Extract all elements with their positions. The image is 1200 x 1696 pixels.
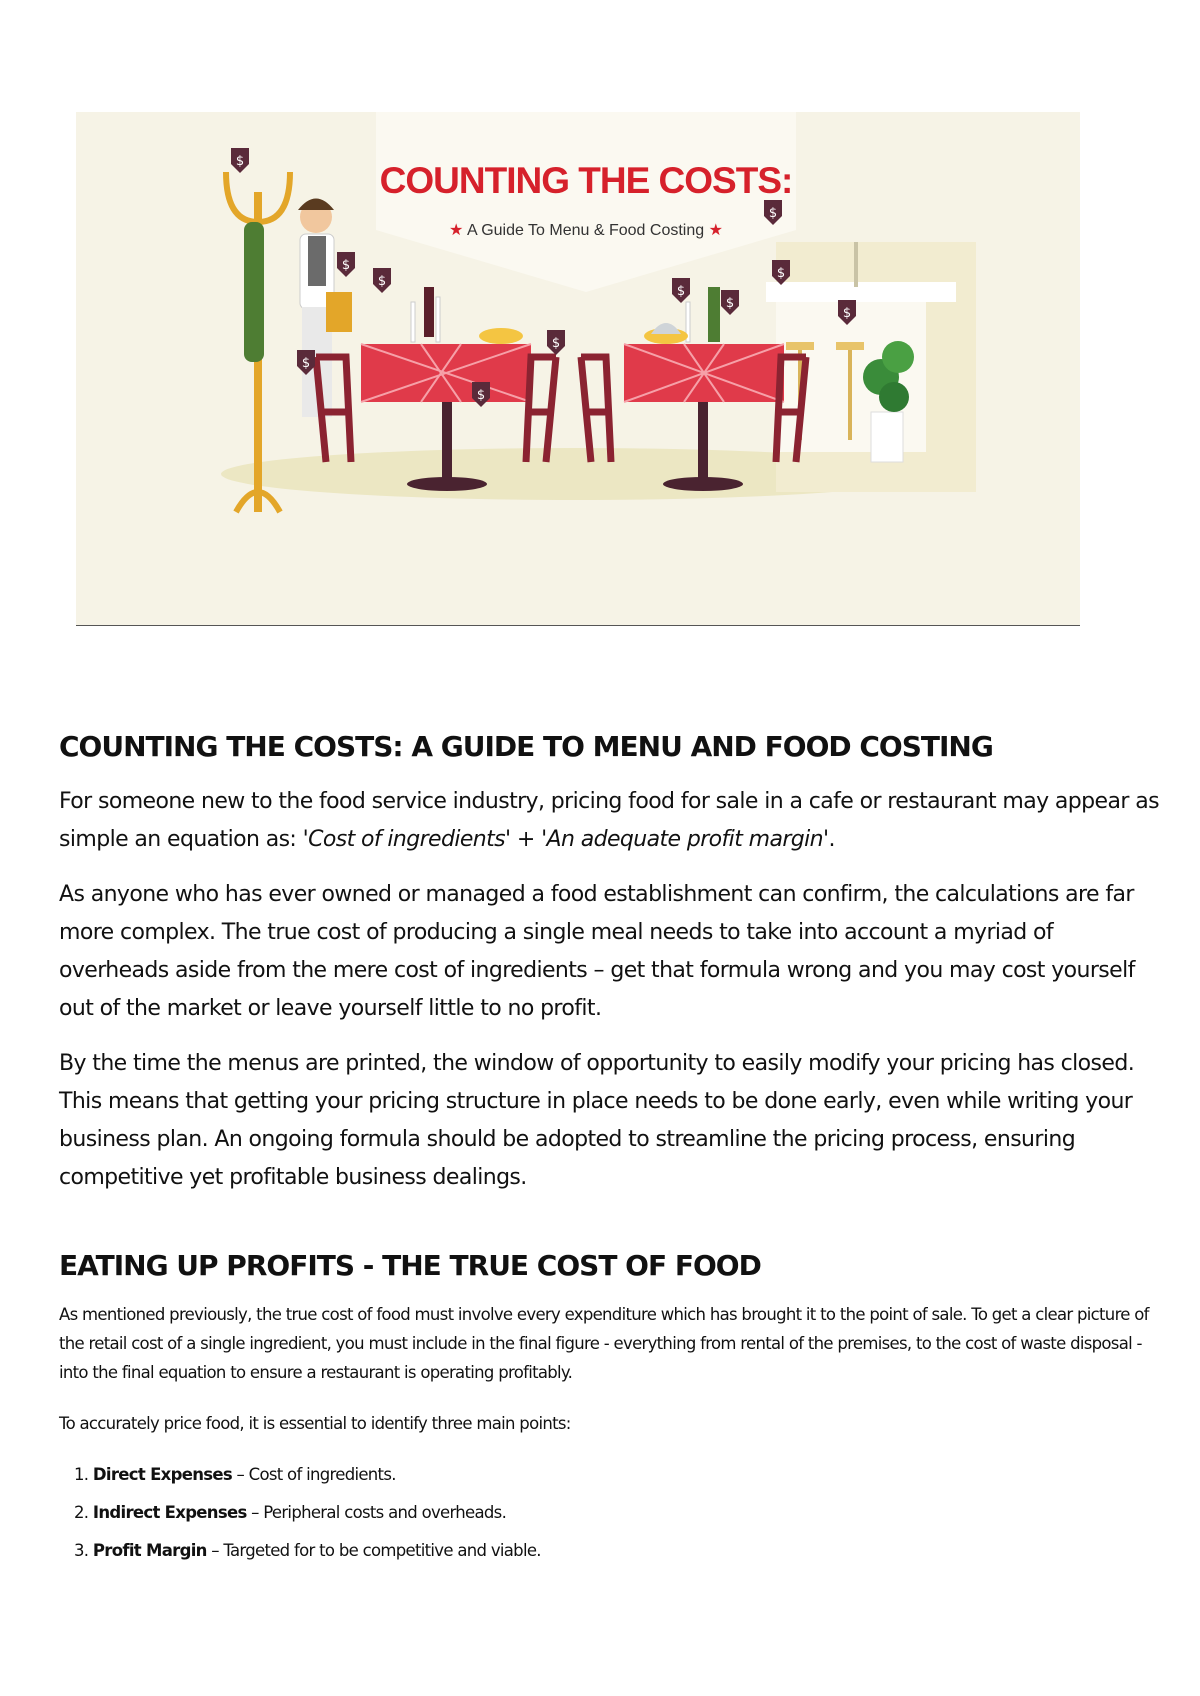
list-item xyxy=(74,1499,541,1537)
svg-text:$: $ xyxy=(551,336,561,351)
price-tag-icon xyxy=(721,290,739,315)
key-points-list xyxy=(74,1461,541,1575)
page-title: COUNTING THE COSTS: A GUIDE TO MENU AND FOOD COSTING xyxy=(59,730,993,763)
svg-text:$: $ xyxy=(377,274,387,289)
svg-text:$: $ xyxy=(776,266,786,281)
svg-text:$: $ xyxy=(768,206,778,221)
intro-plus: + xyxy=(510,827,542,852)
list-item xyxy=(74,1537,541,1575)
price-tag-icon xyxy=(472,382,490,407)
body-paragraph: As anyone who has ever owned or managed a food establishment can confirm, the calculations are far more complex. The true cost of producing a single meal needs to take into account a myriad of overheads aside from the mere cost of ingredients – get that formula wrong and you may cost yourself out of the market or leave yourself little to no profit. xyxy=(59,882,1135,1021)
price-tag-icon xyxy=(672,278,690,303)
intro-period: . xyxy=(828,827,835,852)
banner-subtitle-text: A Guide To Menu & Food Costing xyxy=(466,222,705,239)
price-tag-icon xyxy=(373,268,391,293)
list-description: – Targeted for to be competitive and viable. xyxy=(206,1541,541,1560)
price-tag-icon xyxy=(547,330,565,355)
svg-text:$: $ xyxy=(476,388,486,403)
list-number: 3. xyxy=(74,1541,89,1560)
body-paragraph: By the time the menus are printed, the window of opportunity to easily modify your pricing has closed. This means that getting your pricing structure in place needs to be done early, even while writing your business plan. An ongoing formula should be adopted to streamline the pricing process, ensuring competitive yet profitable business dealings. xyxy=(59,1051,1135,1190)
list-number: 1. xyxy=(74,1465,89,1484)
list-item xyxy=(74,1461,541,1499)
hero-banner xyxy=(76,112,1080,626)
divider xyxy=(76,625,1080,626)
list-term: Indirect Expenses xyxy=(92,1503,247,1522)
intro-paragraph xyxy=(59,783,1159,859)
svg-text:$: $ xyxy=(235,154,245,169)
list-term: Direct Expenses xyxy=(92,1465,232,1484)
body-paragraph: To accurately price food, it is essential to identify three main points: xyxy=(59,1414,571,1433)
svg-text:$: $ xyxy=(301,356,311,371)
banner-subtitle xyxy=(376,220,796,240)
list-description: – Peripheral costs and overheads. xyxy=(246,1503,507,1522)
svg-text:$: $ xyxy=(341,258,351,273)
list-number: 2. xyxy=(74,1503,89,1522)
intro-emphasis-margin: 'An adequate profit margin' xyxy=(541,827,829,852)
list-description: – Cost of ingredients. xyxy=(231,1465,396,1484)
list-term: Profit Margin xyxy=(92,1541,207,1560)
svg-text:$: $ xyxy=(676,284,686,299)
svg-text:$: $ xyxy=(725,296,735,311)
price-tag-icon xyxy=(231,148,249,173)
intro-text: For someone new to the food service industry, pricing food for sale in a cafe or restaurant may appear as simple an equation as: xyxy=(59,789,1159,852)
svg-text:$: $ xyxy=(842,306,852,321)
price-tag-icon xyxy=(337,252,355,277)
body-paragraph: As mentioned previously, the true cost of food must involve every expenditure which has brought it to the point of sale. To get a clear picture of the retail cost of a single ingredient, you must include in the final figure - everything from rental of the premises, to the cost of waste disposal - into the final equation to ensure a restaurant is operating profitably. xyxy=(59,1305,1149,1382)
section-heading: EATING UP PROFITS - THE TRUE COST OF FOOD xyxy=(59,1249,761,1282)
banner-title: COUNTING THE COSTS: xyxy=(379,160,793,201)
star-icon: ★ xyxy=(708,222,723,239)
intro-emphasis-ingredients: 'Cost of ingredients' xyxy=(302,827,511,852)
star-icon: ★ xyxy=(449,222,464,239)
